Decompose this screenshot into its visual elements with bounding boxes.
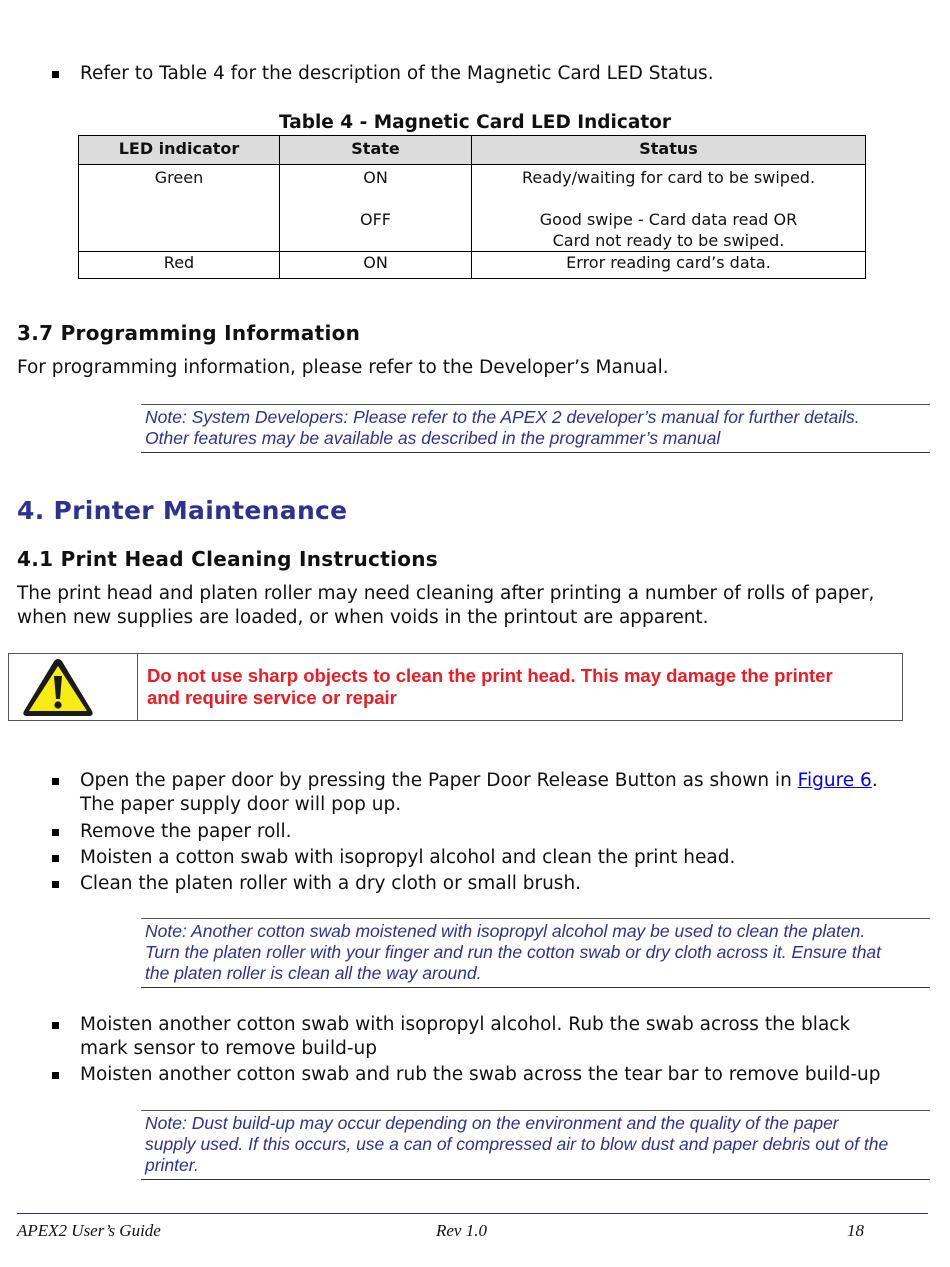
note-line: the platen roller is clean all the way around. — [145, 963, 482, 983]
warning-box — [8, 653, 903, 721]
paragraph — [17, 582, 932, 630]
paragraph: For programming information, please refer to the Developer’s Manual. — [17, 357, 669, 378]
list-item-text: Remove the paper roll. — [80, 821, 292, 842]
note-line: Other features may be available as described in the programmer’s manual — [145, 428, 721, 448]
step-text: . — [871, 770, 878, 791]
column-header: LED indicator — [79, 136, 280, 165]
note-line: printer. — [145, 1155, 199, 1175]
note-line: Note: Dust build-up may occur depending on the environment and the quality of the paper — [145, 1113, 839, 1133]
list-item-text: Moisten a cotton swab with isopropyl alcohol and clean the print head. — [80, 847, 736, 868]
column-header: Status — [472, 136, 866, 165]
list-item-text: Moisten another cotton swab and rub the swab across the tear bar to remove build-up — [80, 1064, 881, 1085]
section-heading: 4.1 Print Head Cleaning Instructions — [17, 547, 439, 571]
footer-divider — [17, 1213, 928, 1214]
bullet-square-icon — [52, 71, 59, 78]
step-text: Open the paper door by pressing the Paper Door Release Button as shown in — [80, 770, 798, 791]
status-not-ready: Card not ready to be swiped. — [552, 231, 785, 250]
table-cell-status — [472, 165, 866, 252]
led-green-label: Green — [154, 168, 204, 187]
warning-line: Do not use sharp objects to clean the print head. This may damage the printer — [147, 665, 833, 686]
footer-doc-title: APEX2 User’s Guide — [17, 1221, 161, 1240]
table-cell-status: Error reading card’s data. — [472, 252, 866, 279]
note-line: supply used. If this occurs, use a can of compressed air to blow dust and paper debris out of the — [145, 1134, 889, 1154]
table-row — [79, 252, 866, 279]
table-cell-state: ON — [280, 252, 472, 279]
table-cell-led — [79, 165, 280, 252]
footer-page-number: 18 — [847, 1221, 864, 1240]
note-line: Turn the platen roller with your finger and run the cotton swab or dry cloth across it. Ensure that — [145, 942, 882, 962]
footer-revision: Rev 1.0 — [436, 1221, 487, 1240]
paragraph-line: The print head and platen roller may need cleaning after printing a number of rolls of paper, — [17, 583, 875, 604]
note-line: Note: Another cotton swab moistened with isopropyl alcohol may be used to clean the platen. — [145, 921, 866, 941]
table-caption: Table 4 - Magnetic Card LED Indicator — [278, 112, 672, 133]
bullet-square-icon — [52, 1072, 59, 1079]
paragraph-line: when new supplies are loaded, or when voids in the printout are apparent. — [17, 607, 709, 628]
table-cell-led: Red — [79, 252, 280, 279]
step-text: The paper supply door will pop up. — [80, 794, 402, 815]
status-good-swipe: Good swipe - Card data read OR — [539, 210, 798, 229]
state-on: ON — [363, 168, 388, 187]
step-text: Moisten another cotton swab with isopropyl alcohol. Rub the swab across the black — [80, 1014, 851, 1035]
note-line: Note: System Developers: Please refer to the APEX 2 developer’s manual for further details. — [145, 407, 860, 427]
note-box — [141, 1110, 930, 1180]
warning-triangle-icon — [19, 654, 97, 720]
table-cell-state — [280, 165, 472, 252]
list-item-text: Clean the platen roller with a dry cloth or small brush. — [80, 873, 582, 894]
note-box — [141, 918, 930, 988]
bullet-square-icon — [52, 1022, 59, 1029]
list-item-text: Refer to Table 4 for the description of the Magnetic Card LED Status. — [80, 63, 714, 84]
warning-line: and require service or repair — [147, 687, 397, 708]
led-indicator-table — [78, 135, 866, 279]
bullet-square-icon — [52, 829, 59, 836]
table-header-row — [79, 136, 866, 165]
warning-text — [147, 665, 892, 709]
figure-6-link[interactable]: Figure 6 — [797, 770, 872, 791]
state-off: OFF — [360, 210, 391, 229]
section-heading: 3.7 Programming Information — [17, 321, 361, 345]
list-item-text — [80, 1013, 932, 1061]
column-header: State — [280, 136, 472, 165]
bullet-square-icon — [52, 881, 59, 888]
list-item-text — [80, 769, 932, 817]
note-box — [141, 404, 930, 453]
bullet-square-icon — [52, 855, 59, 862]
chapter-heading: 4. Printer Maintenance — [17, 496, 348, 525]
step-text: mark sensor to remove build-up — [80, 1038, 377, 1059]
bullet-square-icon — [52, 778, 59, 785]
warning-icon-cell — [9, 654, 138, 720]
table-row — [79, 165, 866, 252]
status-ready: Ready/waiting for card to be swiped. — [521, 168, 816, 187]
